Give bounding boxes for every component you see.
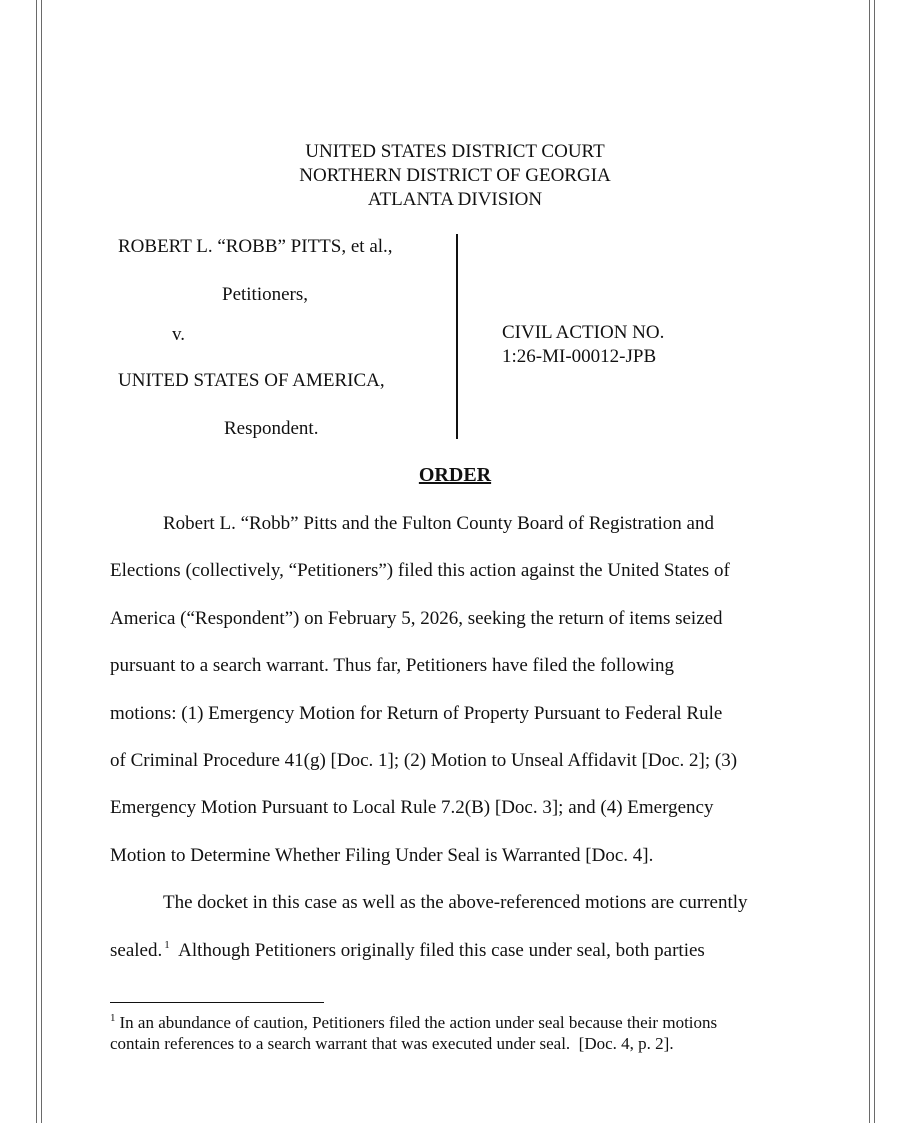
footnote [110, 1012, 830, 1054]
body-line: The docket in this case as well as the above-referenced motions are currently [163, 892, 748, 914]
petitioner-role: Petitioners, [222, 284, 309, 305]
footnote-marker: 1 [164, 939, 170, 952]
footnote-text-1: In an abundance of caution, Petitioners filed the action under seal because their motions [119, 1013, 718, 1032]
petitioner-name: ROBERT L. “ROBB” PITTS, et al., [118, 236, 393, 257]
civil-action-number: 1:26-MI-00012-JPB [502, 346, 657, 367]
body-line: America (“Respondent”) on February 5, 2026, seeking the return of items seized [110, 607, 723, 629]
court-header [0, 140, 910, 212]
court-name: UNITED STATES DISTRICT COURT [305, 141, 605, 162]
footnote-separator [110, 1002, 324, 1003]
respondent-name: UNITED STATES OF AMERICA, [118, 370, 385, 391]
body-line-last-rest: Although Petitioners originally filed this case under seal, both parties [169, 939, 705, 961]
court-division: ATLANTA DIVISION [367, 189, 543, 210]
body-line: Motion to Determine Whether Filing Under Seal is Warranted [Doc. 4]. [110, 844, 654, 866]
footnote-line-1 [110, 1012, 830, 1033]
body-line: Elections (collectively, “Petitioners”) filed this action against the United States of [110, 560, 730, 582]
footnote-number: 1 [110, 1012, 116, 1025]
body-line: Robert L. “Robb” Pitts and the Fulton County Board of Registration and [163, 513, 714, 534]
body-line: of Criminal Procedure 41(g) [Doc. 1]; (2) Motion to Unseal Affidavit [Doc. 2]; (3) [110, 749, 738, 771]
court-district: NORTHERN DISTRICT OF GEORGIA [299, 165, 611, 186]
respondent-role: Respondent. [224, 418, 319, 439]
caption-divider [456, 234, 458, 439]
versus-label: v. [172, 324, 186, 345]
order-body [110, 510, 810, 984]
civil-action-block [502, 321, 664, 369]
body-line: motions: (1) Emergency Motion for Return of Property Pursuant to Federal Rule [110, 702, 723, 724]
sealed-word: sealed. [110, 939, 163, 961]
body-line: pursuant to a search warrant. Thus far, Petitioners have filed the following [110, 655, 674, 677]
body-line-last [110, 937, 810, 984]
body-line: Emergency Motion Pursuant to Local Rule 7.2(B) [Doc. 3]; and (4) Emergency [110, 797, 714, 819]
order-title: ORDER [418, 464, 492, 486]
footnote-text-2: contain references to a search warrant that was executed under seal. [Doc. 4, p. 2]. [110, 1034, 674, 1053]
civil-action-label: CIVIL ACTION NO. [502, 322, 665, 343]
